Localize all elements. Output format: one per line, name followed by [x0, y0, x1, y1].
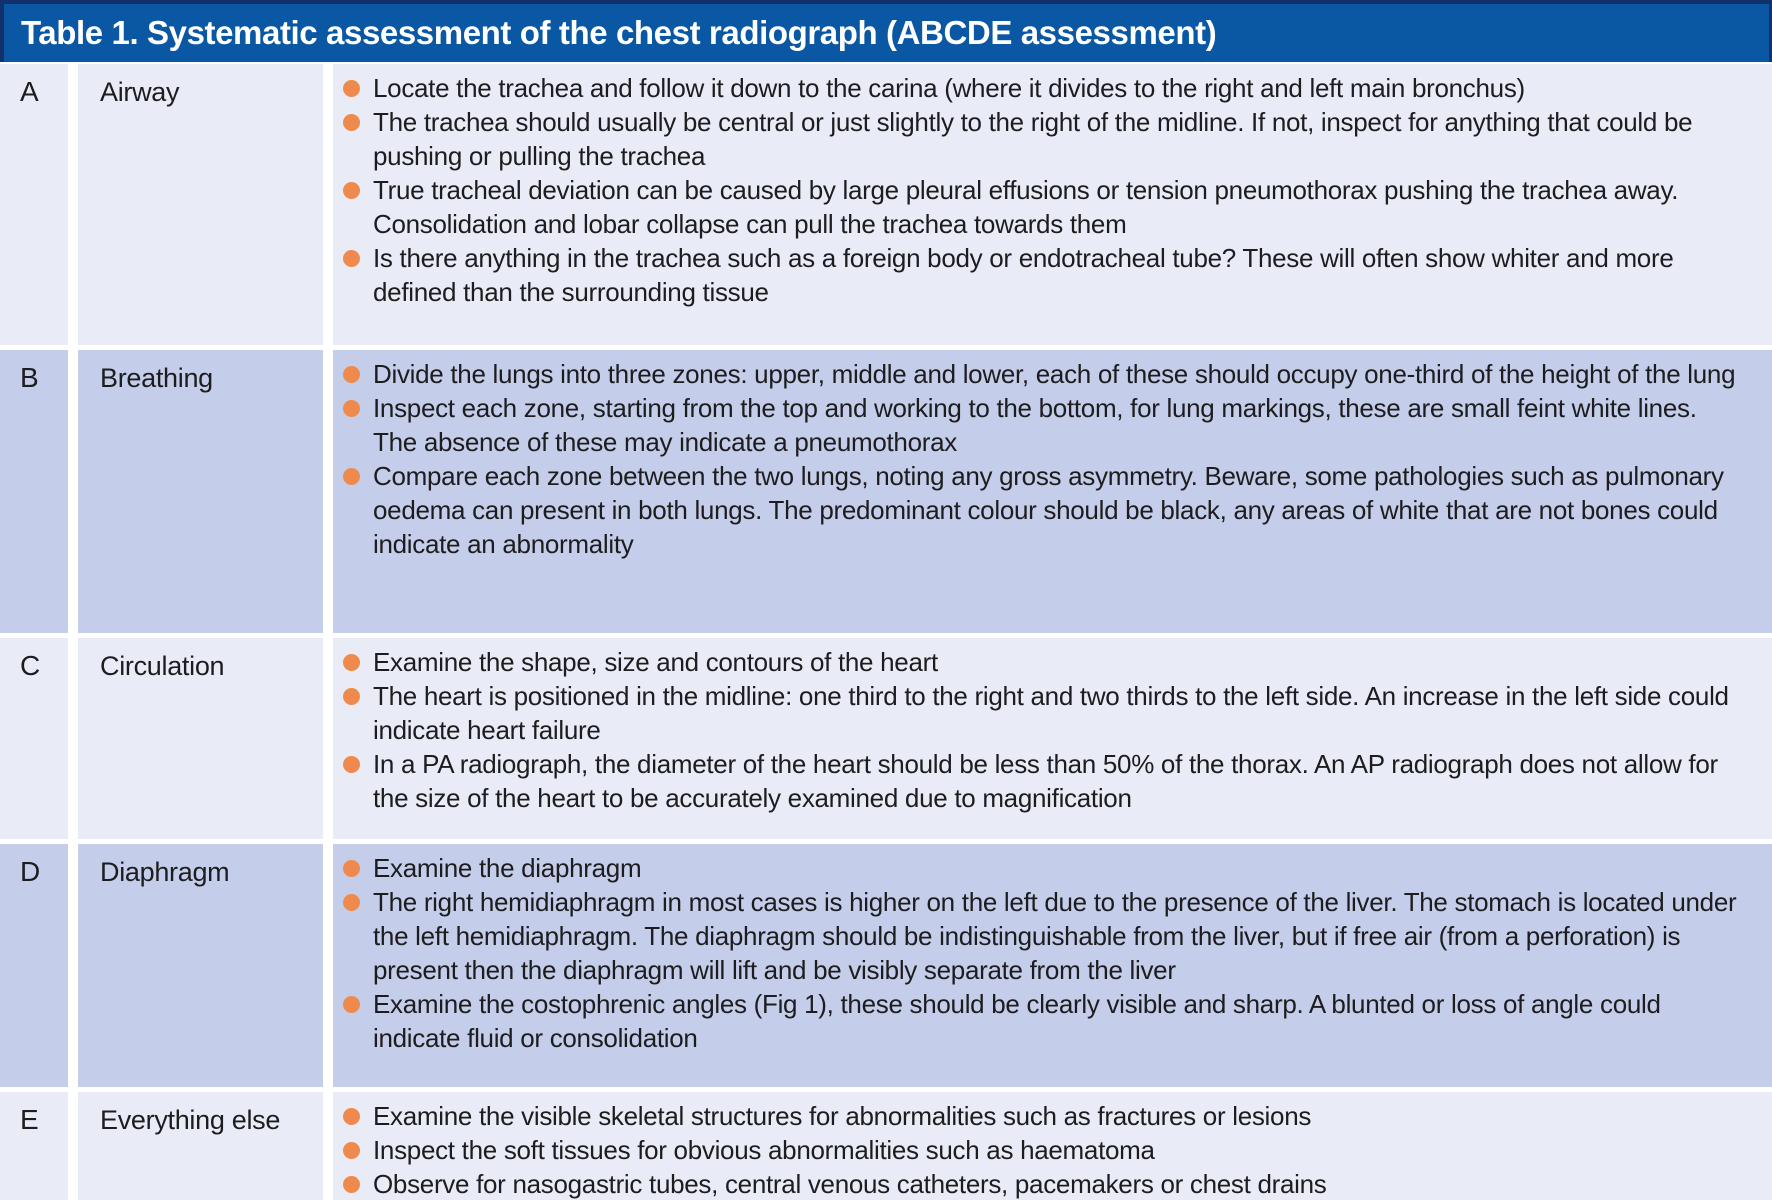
bullet-text: The right hemidiaphragm in most cases is higher on the left due to the presence of the liver. The stomach is located under the left hemidiaphragm. The diaphragm should be indistinguishable from the liver, but if free air (from a perforation) is present then the diaphragm will lift and be visibly separate from the liver — [373, 887, 1737, 985]
bullet-item — [339, 357, 1742, 391]
row-category: Circulation — [78, 638, 323, 839]
bullet-icon — [343, 400, 360, 417]
bullet-icon — [343, 688, 360, 705]
bullet-item — [339, 1133, 1742, 1167]
bullet-item — [339, 105, 1742, 173]
bullet-icon — [343, 1142, 360, 1159]
bullet-text: Inspect each zone, starting from the top and working to the bottom, for lung markings, these are small feint white lines. The absence of these may indicate a pneumothorax — [373, 393, 1697, 457]
bullet-item — [339, 1167, 1742, 1200]
table-body — [0, 64, 1772, 1200]
bullet-text: Divide the lungs into three zones: upper, middle and lower, each of these should occupy one-third of the height of the lung — [373, 359, 1736, 389]
table-row-b — [0, 350, 1772, 633]
bullet-icon — [343, 250, 360, 267]
bullet-item — [339, 747, 1742, 815]
bullet-icon — [343, 654, 360, 671]
bullet-item — [339, 885, 1742, 987]
bullet-text: True tracheal deviation can be caused by large pleural effusions or tension pneumothorax pushing the trachea away. Consolidation and lobar collapse can pull the trachea towards them — [373, 175, 1679, 239]
row-category: Diaphragm — [78, 844, 323, 1087]
bullet-icon — [343, 1108, 360, 1125]
bullet-icon — [343, 366, 360, 383]
row-letter: E — [0, 1092, 68, 1200]
bullet-list — [333, 350, 1772, 633]
bullet-item — [339, 173, 1742, 241]
row-letter: B — [0, 350, 68, 633]
bullet-icon — [343, 80, 360, 97]
bullet-icon — [343, 756, 360, 773]
bullet-item — [339, 679, 1742, 747]
table-row-a — [0, 64, 1772, 345]
row-category: Everything else — [78, 1092, 323, 1200]
bullet-icon — [343, 860, 360, 877]
bullet-text: In a PA radiograph, the diameter of the heart should be less than 50% of the thorax. An AP radiograph does not allow for the size of the heart to be accurately examined due to magnification — [373, 749, 1718, 813]
bullet-text: Examine the costophrenic angles (Fig 1), these should be clearly visible and sharp. A blunted or loss of angle could indicate fluid or consolidation — [373, 989, 1661, 1053]
bullet-item — [339, 1099, 1742, 1133]
bullet-list — [333, 844, 1772, 1087]
bullet-item — [339, 459, 1742, 561]
bullet-icon — [343, 468, 360, 485]
bullet-item — [339, 987, 1742, 1055]
bullet-text: Is there anything in the trachea such as a foreign body or endotracheal tube? These will often show whiter and more defined than the surrounding tissue — [373, 243, 1674, 307]
table-row-d — [0, 844, 1772, 1087]
bullet-icon — [343, 182, 360, 199]
bullet-text: Observe for nasogastric tubes, central venous catheters, pacemakers or chest drains — [373, 1169, 1327, 1199]
row-category: Airway — [78, 64, 323, 345]
bullet-text: Examine the shape, size and contours of the heart — [373, 647, 938, 677]
bullet-list — [333, 64, 1772, 345]
table-row-c — [0, 638, 1772, 839]
bullet-item — [339, 645, 1742, 679]
table-header — [0, 0, 1772, 62]
bullet-item — [339, 71, 1742, 105]
bullet-text: Locate the trachea and follow it down to the carina (where it divides to the right and left main bronchus) — [373, 73, 1525, 103]
bullet-icon — [343, 114, 360, 131]
bullet-icon — [343, 894, 360, 911]
bullet-list — [333, 1092, 1772, 1200]
row-letter: C — [0, 638, 68, 839]
bullet-icon — [343, 1176, 360, 1193]
bullet-text: Examine the diaphragm — [373, 853, 642, 883]
row-letter: A — [0, 64, 68, 345]
bullet-list — [333, 638, 1772, 839]
row-category: Breathing — [78, 350, 323, 633]
bullet-text: The heart is positioned in the midline: one third to the right and two thirds to the left side. An increase in the left side could indicate heart failure — [373, 681, 1729, 745]
table-title: Table 1. Systematic assessment of the chest radiograph (ABCDE assessment) — [21, 14, 1217, 51]
table-row-e — [0, 1092, 1772, 1200]
bullet-item — [339, 241, 1742, 309]
row-letter: D — [0, 844, 68, 1087]
bullet-text: Compare each zone between the two lungs, noting any gross asymmetry. Beware, some pathologies such as pulmonary oedema can present in both lungs. The predominant colour should be black, any areas of white that are not bones could indicate an abnormality — [373, 461, 1724, 559]
bullet-icon — [343, 996, 360, 1013]
bullet-text: Inspect the soft tissues for obvious abnormalities such as haematoma — [373, 1135, 1155, 1165]
bullet-text: Examine the visible skeletal structures for abnormalities such as fractures or lesions — [373, 1101, 1312, 1131]
bullet-item — [339, 391, 1742, 459]
bullet-text: The trachea should usually be central or just slightly to the right of the midline. If not, inspect for anything that could be pushing or pulling the trachea — [373, 107, 1693, 171]
bullet-item — [339, 851, 1742, 885]
